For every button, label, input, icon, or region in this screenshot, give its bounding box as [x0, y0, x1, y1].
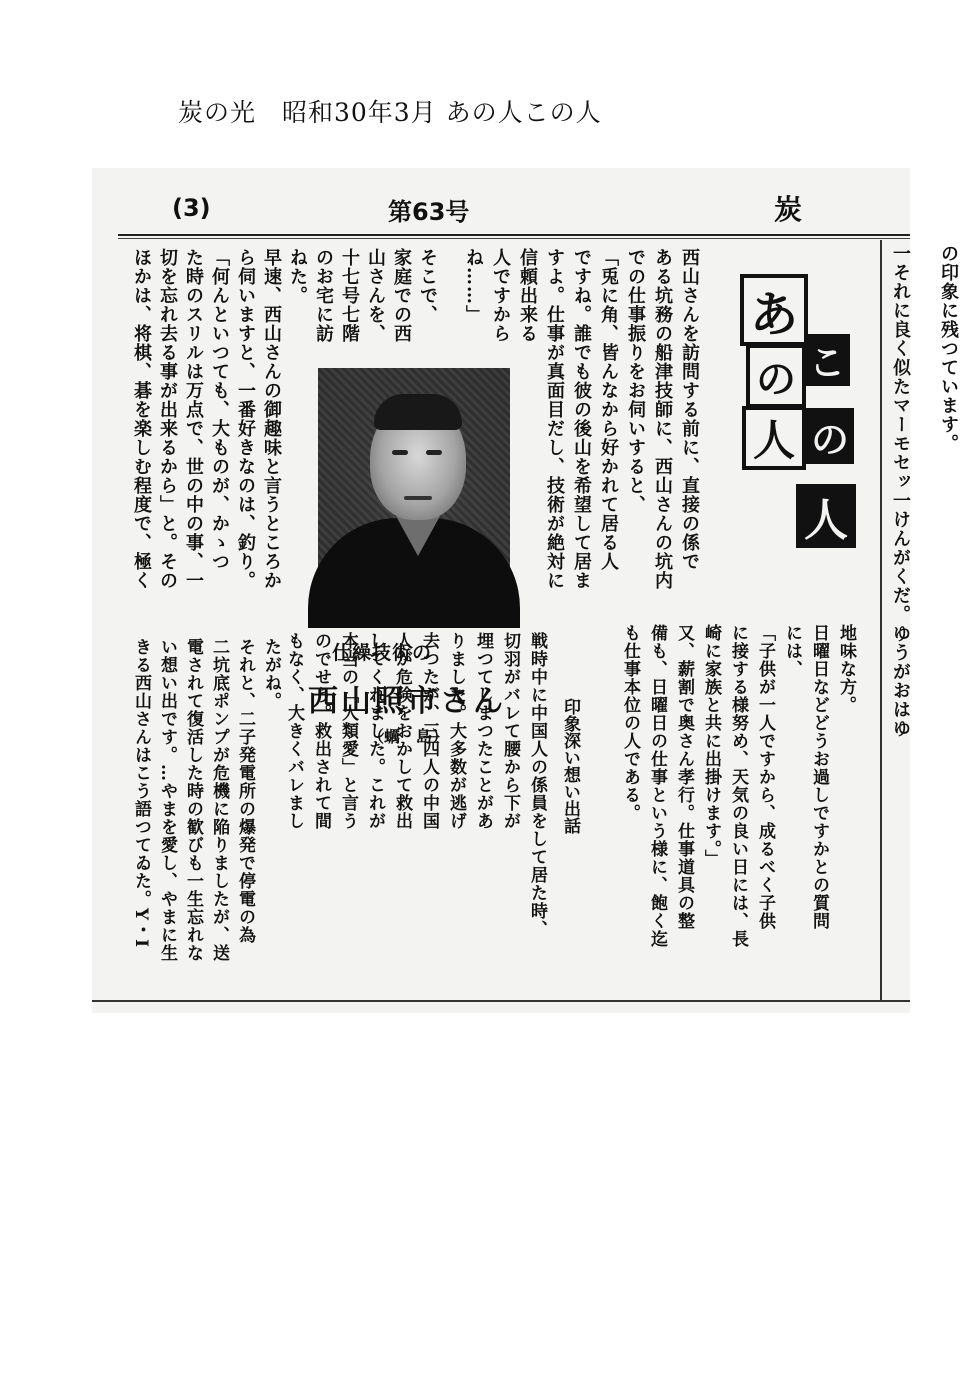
- page-number: (3): [172, 194, 211, 222]
- photo-hair: [374, 394, 462, 430]
- column-far-right: の印象に残つています。 一それに良く似たマーモセッ一けんがくだ。ゆうがおはゆ: [890, 244, 959, 738]
- title-char-no2: の: [806, 408, 854, 464]
- title-char-a: あ: [740, 274, 808, 346]
- photo-mouth: [404, 496, 432, 500]
- portrait-photo: [318, 368, 510, 600]
- photo-eye-left: [392, 450, 408, 455]
- column-bottom-left: たがね。 それと、二子発電所の爆発で停電の為 二坑底ポンプが危機に陥りましたが、送 電されて復活した時の歓びも一生忘れな い想い出です。…やまを愛し、やまに生 きる西山さんはこう語つてゐた。Y・I: [131, 638, 281, 962]
- title-char-ko: こ: [804, 334, 850, 386]
- header-rule: [118, 234, 910, 236]
- page-caption: 炭の光 昭和30年3月 あの人この人: [178, 98, 602, 127]
- column-right-block: 地味な方。 日曜日などどうお過しですかとの質問 には、 「子供が一人ですから、成るべく子供 に接する様努め、天気の良い日には、長 崎に家族と共に出掛けます。」 又、薪割で奥さん孝行。仕事道具の整 備も、日曜日の仕事という様に、飽く迄 も仕事本位の人である。: [620, 624, 856, 948]
- masthead-char: 炭: [774, 193, 803, 226]
- bottom-rule: [92, 1000, 910, 1002]
- title-char-hito1: 人: [742, 406, 806, 470]
- photo-eye-right: [426, 450, 442, 455]
- title-char-hito2: 人: [796, 484, 856, 548]
- issue-number: 第63号: [388, 198, 470, 226]
- column-top-middle: 西山さんを訪問する前に、直接の係で ある坑務の船津技師に、西山さんの坑内 での仕事振りをお伺いすると、 「兎に角、皆んなから好かれて居る人 ですね。誰でも彼の後山を希望して居ま すよ。仕事が真面目だし、技術が絶対に 信頼出来る 人ですから ね……」: [463, 248, 700, 590]
- column-top-left: そこで、 家庭での西 山さんを、 十七号七階 のお宅に訪 ねた。 早速、西山さんの御趣味と言うところか ら伺いますと、一番好きなのは、釣り。 「何んといつても、大ものが、かゝつ た時のスリルは万点で、世の中の事、一 切を忘れ去る事が出来るから」と。その ほかは、将棋、碁を楽しむ程度で、極く: [131, 248, 438, 590]
- column-divider: [880, 240, 882, 1000]
- title-char-no1: の: [746, 344, 806, 408]
- header-rule-thin: [118, 238, 910, 239]
- headline-name: 西山照市さん: [308, 684, 506, 719]
- headline-location: （蠣 島）: [368, 727, 449, 746]
- newspaper-clipping: [92, 168, 959, 1013]
- subhead: 印象深い想い出話: [560, 698, 580, 834]
- headline-line1: 仕繰技術の: [332, 642, 433, 664]
- column-bottom-right: 戦時中に中国人の係員をして居た時、 切羽がバレて腰から下が 埋つてしまつたことがあ りました。大多数が逃げ 去つたが、三四人の中国 人が危険をおかして救出 してくれました。これが 本当の「人類愛」と言う のでせう。救出されて間 もなく、大きくバレまし: [284, 632, 547, 938]
